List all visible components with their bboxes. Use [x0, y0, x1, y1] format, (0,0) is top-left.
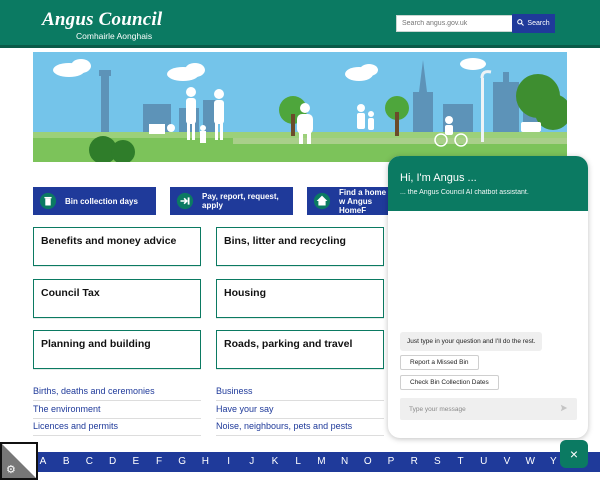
az-letter-d[interactable]: D	[108, 456, 117, 467]
quick-link-find-a-home[interactable]	[307, 187, 388, 215]
service-card-label: Planning and building	[41, 338, 151, 350]
site-header	[0, 0, 600, 48]
quick-link-label: Bin collection days	[65, 196, 138, 206]
service-card-planning[interactable]	[33, 330, 201, 369]
service-card-bins[interactable]	[216, 227, 384, 266]
service-card-council-tax[interactable]	[33, 279, 201, 318]
chat-option-check-bin-dates[interactable]: Check Bin Collection Dates	[400, 375, 499, 390]
service-card-label: Benefits and money advice	[41, 235, 177, 247]
az-letter-h[interactable]: H	[201, 456, 209, 467]
quick-link-bin-collection[interactable]	[33, 187, 156, 215]
logo-subtitle: Comhairle Aonghais	[76, 31, 153, 41]
az-letter-o[interactable]: O	[363, 456, 372, 467]
link-business[interactable]: Business	[216, 384, 384, 401]
az-letter-t[interactable]: T	[457, 456, 464, 467]
link-births-deaths[interactable]: Births, deaths and ceremonies	[33, 384, 201, 401]
gear-icon: ⚙	[6, 464, 16, 476]
chat-message-input[interactable]	[400, 398, 577, 420]
search-input[interactable]	[396, 15, 513, 32]
quick-link-label: Pay, report, request, apply	[202, 192, 279, 210]
az-letter-f[interactable]: F	[155, 456, 163, 467]
bin-icon	[38, 191, 58, 211]
az-letter-y[interactable]: Y	[550, 456, 557, 467]
chatbot-title: Hi, I'm Angus ...	[400, 172, 477, 184]
accessibility-settings-button[interactable]	[0, 442, 38, 480]
chatbot-subtitle: ... the Angus Council AI chatbot assistant.	[400, 189, 529, 196]
service-card-label: Housing	[224, 287, 266, 299]
az-letter-r[interactable]: R	[410, 456, 418, 467]
home-icon	[312, 191, 332, 211]
service-card-label: Council Tax	[41, 287, 100, 299]
chatbot-header	[388, 156, 588, 211]
az-letter-j[interactable]: J	[249, 456, 255, 467]
service-card-housing[interactable]	[216, 279, 384, 318]
az-letter-l[interactable]: L	[295, 456, 301, 467]
az-letter-b[interactable]: B	[62, 456, 70, 467]
chat-input-placeholder: Type your message	[409, 405, 466, 413]
az-letter-w[interactable]: W	[525, 456, 535, 467]
arrow-in-icon	[175, 191, 195, 211]
angus-council-logo[interactable]	[42, 9, 163, 41]
link-licences[interactable]: Licences and permits	[33, 419, 201, 436]
link-noise-neighbours[interactable]: Noise, neighbours, pets and pests	[216, 419, 384, 436]
chat-option-report-missed-bin[interactable]: Report a Missed Bin	[400, 355, 479, 370]
search-button[interactable]	[512, 14, 555, 33]
az-letter-k[interactable]: K	[271, 456, 279, 467]
az-letter-i[interactable]: I	[227, 456, 230, 467]
az-letter-g[interactable]: G	[178, 456, 187, 467]
a-to-z-bar	[0, 452, 600, 472]
quick-link-label: Find a home w Angus HomeF	[339, 187, 387, 215]
service-card-benefits[interactable]	[33, 227, 201, 266]
az-letter-v[interactable]: V	[503, 456, 511, 467]
az-letter-a[interactable]: A	[39, 456, 47, 467]
chat-close-button[interactable]	[560, 440, 588, 468]
az-letter-n[interactable]: N	[340, 456, 349, 467]
logo-title: Angus Council	[42, 9, 163, 30]
az-letter-c[interactable]: C	[85, 456, 93, 467]
az-letter-p[interactable]: P	[387, 456, 395, 467]
service-card-label: Roads, parking and travel	[224, 338, 353, 350]
service-card-label: Bins, litter and recycling	[224, 235, 346, 247]
link-environment[interactable]: The environment	[33, 402, 201, 419]
chatbot-message: Just type in your question and I'll do the rest.	[400, 332, 542, 351]
quick-link-pay-report-request[interactable]	[170, 187, 293, 215]
chatbot-panel	[388, 156, 588, 438]
service-card-roads[interactable]	[216, 330, 384, 369]
link-have-your-say[interactable]: Have your say	[216, 402, 384, 419]
az-letter-m[interactable]: M	[317, 456, 326, 467]
send-icon[interactable]	[560, 404, 568, 414]
az-letter-u[interactable]: U	[480, 456, 488, 467]
close-icon: ×	[569, 446, 579, 462]
search-icon	[517, 19, 524, 28]
az-letter-e[interactable]: E	[132, 456, 140, 467]
az-letter-s[interactable]: S	[434, 456, 441, 467]
search-button-label: Search	[527, 20, 550, 27]
hero-banner-illustration	[33, 52, 567, 162]
